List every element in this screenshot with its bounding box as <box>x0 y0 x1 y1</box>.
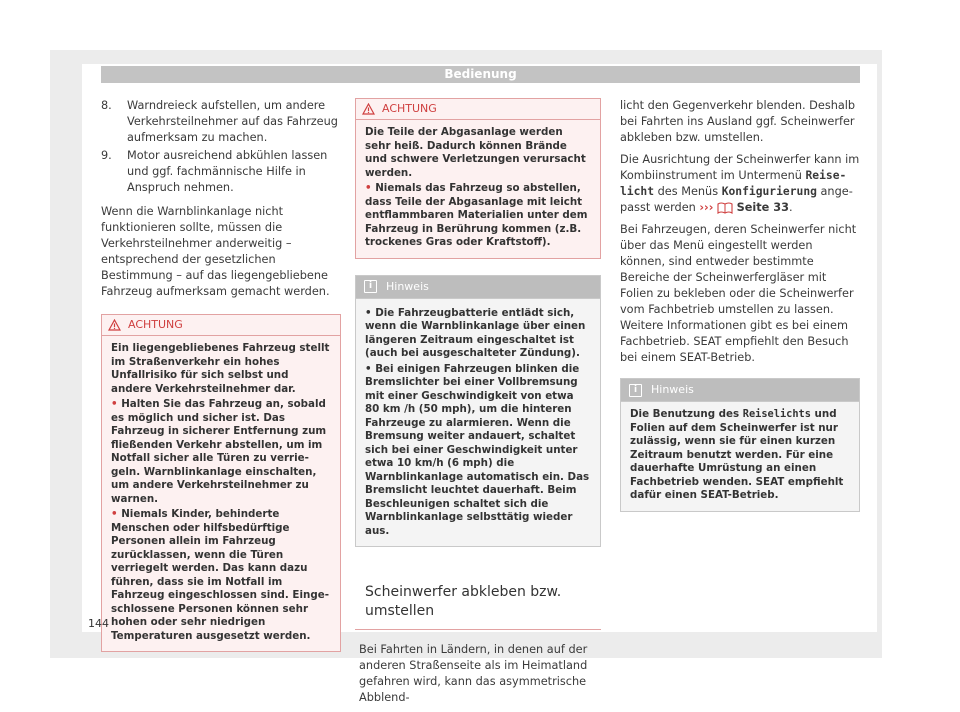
bullet-text: Halten Sie das Fahrzeug an, sobald es möglich und sicher ist. Das Fahrzeug in sicherer Entfernung zum fließenden Verkehr abstellen, um im Notfall sicher alle Türen zu verriegeln. Warnblinkanlage einschalten, um andere Verkehrsteilnehmer zu warnen. <box>111 398 327 505</box>
warning-title: ACHTUNG <box>128 318 183 331</box>
page-header: Bedienung <box>101 66 860 83</box>
bullet-icon: • <box>365 306 372 319</box>
bullet-icon: • <box>365 182 372 194</box>
bullet-text: Bei einigen Fahrzeugen blinken die Bremslichter bei einer Vollbremsung mit einer Geschwindigkeit von etwa 80 km /h (50 mph), um die hinteren Fahrzeuge zu alarmieren. Wenn die Bremsung weiter andauert, schaltet sich bei einer Geschwindigkeit unter etwa 10 km/h (6 mph) die Warnblinkanlage automatisch ein. Das Bremslicht leuchtet dauerhaft. Beim Beschleunigen schaltet sich die Warnblinkanlage selbsttätig wieder aus. <box>365 362 590 537</box>
bullet-text: Niemals Kinder, behinderte Menschen oder hilfsbedürftige Personen allein im Fahrzeug zurücklassen, wenn die Türen verriegelt werden. Das kann dazu führen, dass sie im Notfall im Fahrzeug eingeschlossen sind. Eingeschlossene Personen können sehr hohen oder sehr niedrigen Temperaturen ausgesetzt werden. <box>111 508 329 642</box>
bullet-text: Die Fahrzeugbatterie entlädt sich, wenn die Warnblinkanlage über einen längeren Zeitraum eingeschaltet ist (auch bei ausgeschalteter Zündung). <box>365 306 586 359</box>
warning-bullet <box>111 508 331 643</box>
menu-item-reiselicht: Reiselicht <box>620 169 847 198</box>
page-reference-link[interactable]: Seite 33 <box>736 201 789 214</box>
bullet-icon: • <box>111 508 118 520</box>
step-item <box>101 148 341 196</box>
warning-title: ACHTUNG <box>382 102 437 115</box>
hint-bullet <box>365 307 591 361</box>
step-item <box>101 98 341 146</box>
warning-body <box>102 336 340 651</box>
hint-title: Hinweis <box>651 383 694 396</box>
hint-box <box>355 275 601 548</box>
info-icon: i <box>364 280 377 293</box>
column-right <box>620 98 860 528</box>
hint-title: Hinweis <box>386 279 429 293</box>
warning-triangle-icon <box>108 319 121 331</box>
text-fragment: . <box>788 201 793 214</box>
bullet-icon: • <box>365 362 372 375</box>
warning-header <box>356 99 600 120</box>
text-fragment: angepasst werden <box>620 185 853 214</box>
paragraph: Bei Fahrzeugen, deren Scheinwerfer nicht über das Menü eingestellt werden können, sind entweder bestimmte Bereiche der Scheinwerfergläser mit Folien zu bekleben oder die Scheinwerfer vom Fachbetrieb umstellen zu lassen. Weitere Informationen gibt es bei einem Fachbetrieb. SEAT empfiehlt den Besuch bei einem SEAT-Betrieb. <box>620 223 857 364</box>
hint-body <box>356 299 600 547</box>
paragraph: Bei Fahrten in Ländern, in denen auf der anderen Straßenseite als im Heimatland gefahren wird, kann das asymmetrische Abblend- <box>359 643 588 704</box>
menu-konfigurierung: Konfigurierung <box>721 185 817 198</box>
warning-triangle-icon <box>362 103 375 115</box>
warning-box <box>355 98 601 259</box>
warning-bullet <box>365 182 591 250</box>
warning-header <box>102 315 340 336</box>
warning-bullet <box>111 398 331 506</box>
column-left <box>101 98 341 668</box>
hint-box <box>620 378 860 512</box>
book-reference-icon <box>717 202 733 214</box>
column-middle <box>355 98 601 712</box>
bullet-text: Niemals das Fahrzeug so abstellen, dass Teile der Abgasanlage mit leicht entflammbaren Materialien unter dem Fahrzeug in Berührung kommen (z.B. trockenes Gras oder Kraftstoff). <box>365 182 588 248</box>
hint-header <box>621 379 859 402</box>
text-fragment: Die Ausrichtung der Scheinwerfer kann im Kombiinstrument im Untermenü <box>620 153 860 182</box>
step-text: Motor ausreichend abkühlen lassen und ggf. fachmännische Hilfe in Anspruch nehmen. <box>127 149 328 194</box>
warning-intro: Ein liegengebliebenes Fahrzeug stellt im Straßenverkehr ein hohes Unfallrisiko für sich selbst und andere Verkehrsteilnehmer dar. <box>111 342 330 395</box>
warning-intro: Die Teile der Abgasanlage werden sehr heiß. Dadurch können Brände und schwere Verletzungen verursacht werden. <box>365 126 586 179</box>
text-fragment: und Folien auf dem Scheinwerfer ist nur zulässig, wenn sie für einen kurzen Zeitraum benutzt werden. Für eine dauerhafte Umrüstung an einen Fachbetrieb wenden. SEAT empfiehlt dafür einen SEAT-Betrieb. <box>630 408 844 501</box>
bullet-icon: • <box>111 398 118 410</box>
hint-header <box>356 276 600 299</box>
step-number: 9. <box>101 149 112 162</box>
hint-bullet <box>365 363 591 539</box>
info-icon: i <box>629 384 642 397</box>
step-text: Warndreieck aufstellen, um andere Verkehrsteilnehmer auf das Fahrzeug aufmerksam zu machen. <box>127 99 338 144</box>
menu-item-reiselichts: Reiselichts <box>742 408 811 420</box>
step-number: 8. <box>101 99 112 112</box>
warning-body <box>356 120 600 258</box>
section-heading: Scheinwerfer abkleben bzw. umstellen <box>355 563 601 630</box>
text-fragment: Die Benutzung des <box>630 408 743 420</box>
page-number: 144 <box>88 617 109 630</box>
paragraph-menu-path <box>620 152 860 216</box>
warning-box <box>101 314 341 652</box>
paragraph: licht den Gegenverkehr blenden. Deshalb bei Fahrten ins Ausland ggf. Scheinwerfer abkleben bzw. umstellen. <box>620 99 856 144</box>
paragraph: Wenn die Warnblinkanlage nicht funktionieren sollte, müssen die Verkehrsteilnehmer anderweitig – entsprechend der gesetzlichen Bestimmung – auf das liegengebliebene Fahrzeug aufmerksam gemacht werden. <box>101 205 330 298</box>
hint-body <box>621 402 859 511</box>
text-fragment: des Menüs <box>654 185 722 198</box>
reference-arrow-icon: ››› <box>699 201 714 214</box>
